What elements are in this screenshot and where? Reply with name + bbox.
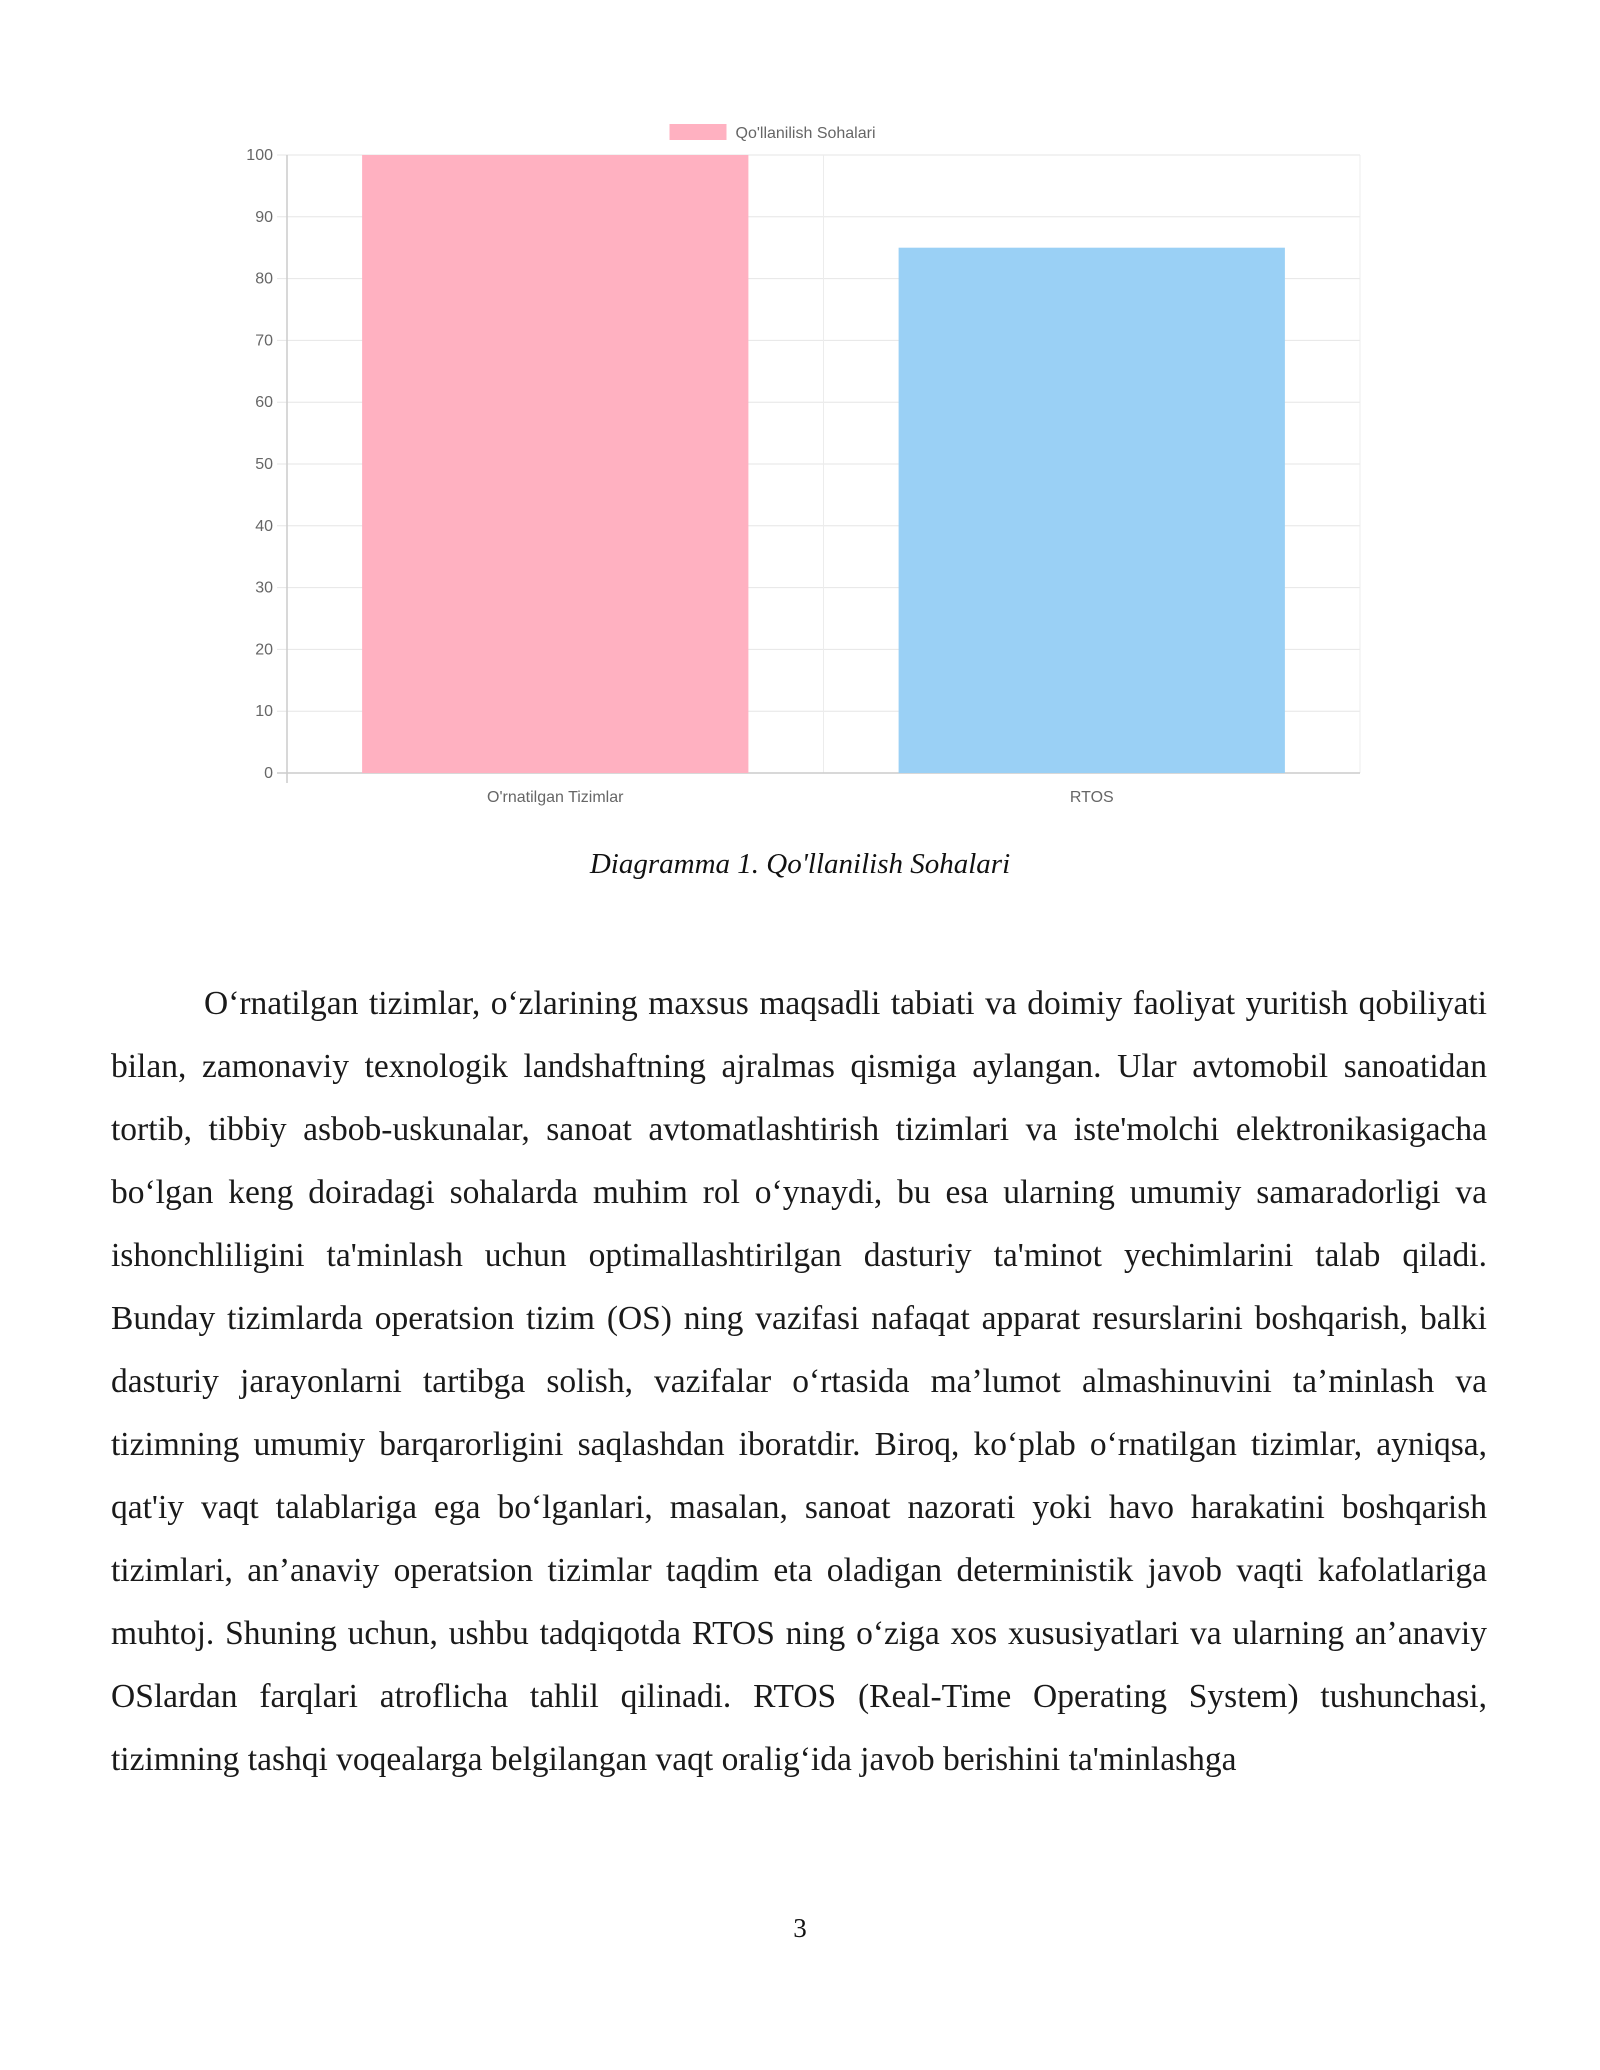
legend-label: Qo'llanilish Sohalari <box>735 125 876 142</box>
bar-rtos <box>899 248 1285 773</box>
x-category-label: RTOS <box>1069 789 1114 806</box>
page-number: 3 <box>793 1913 807 1943</box>
bar-ornatilgan-tizimlar <box>362 155 748 773</box>
legend-swatch <box>670 124 727 140</box>
x-category-label: O'rnatilgan Tizimlar <box>487 789 624 806</box>
bar-chart <box>230 115 1370 815</box>
y-tick-label: 100 <box>246 147 273 164</box>
y-tick-label: 90 <box>255 208 273 226</box>
body-paragraph: O‘rnatilgan tizimlar, o‘zlarining maxsus maqsadli tabiati va doimiy faoliyat yuritish qobiliyati bilan, zamonaviy texnologik landshaftning ajralmas qismiga aylangan. Ular avtomobil sanoatidan tortib, tibbiy asbob-uskunalar, sanoat avtomatlashtirish tizimlari va iste'molchi elektronikasigacha bo‘lgan keng doiradagi sohalarda muhim rol o‘ynaydi, bu esa ularning umumiy samaradorligi va ishonchliligini ta'minlash uchun optimallashtirilgan dasturiy ta'minot yechimlarini talab qiladi. Bunday tizimlarda operatsion tizim (OS) ning vazifasi nafaqat apparat resurslarini boshqarish, balki dasturiy jarayonlarni tartibga solish, vazifalar o‘rtasida ma’lumot almashinuvini ta’minlash va tizimning umumiy barqarorligini saqlashdan iboratdir. Biroq, ko‘plab o‘rnatilgan tizimlar, ayniqsa, qat'iy vaqt talablariga ega bo‘lganlari, masalan, sanoat nazorati yoki havo harakatini boshqarish tizimlari, an’anaviy operatsion tizimlar taqdim eta oladigan deterministik javob vaqti kafolatlariga muhtoj. Shuning uchun, ushbu tadqiqotda RTOS ning o‘ziga xos xususiyatlari va ularning an’anaviy OSlardan farqlari atroflicha tahlil qilinadi. RTOS (Real-Time Operating System) tushunchasi, tizimning tashqi voqealarga belgilangan vaqt oralig‘ida javob berishini ta'minlashga <box>111 985 1487 1778</box>
y-tick-label: 40 <box>255 517 273 535</box>
chart-svg <box>230 115 1370 815</box>
y-tick-label: 50 <box>255 456 273 473</box>
y-tick-label: 10 <box>255 703 273 721</box>
y-tick-label: 60 <box>255 394 273 412</box>
y-tick-label: 0 <box>264 765 273 782</box>
y-tick-label: 30 <box>255 579 273 597</box>
y-tick-label: 70 <box>255 332 273 350</box>
figure-caption: Diagramma 1. Qo'llanilish Sohalari <box>589 848 1011 880</box>
y-tick-label: 20 <box>255 641 273 659</box>
y-tick-label: 80 <box>255 270 273 288</box>
